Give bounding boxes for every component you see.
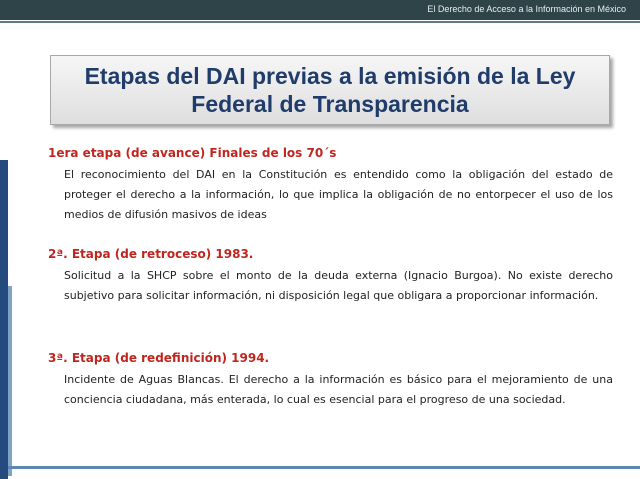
slide-title-box (50, 55, 610, 125)
stage-section-1 (48, 145, 613, 225)
stage-body-1: El reconocimiento del DAI en la Constitución es entendido como la obligación del estado de proteger el derecho a la información, lo que implica la obligación de no entorpecer el uso de los medios de difusión masivos de ideas (64, 168, 613, 221)
stage-heading-3: 3ª. Etapa (de redefinición) 1994. (48, 351, 270, 365)
stage-section-3 (48, 350, 613, 410)
header-bar (0, 0, 640, 20)
stage-heading-2: 2ª. Etapa (de retroceso) 1983. (48, 247, 254, 261)
left-decorative-bar (0, 160, 8, 479)
bottom-divider (8, 466, 640, 469)
slide-title: Etapas del DAI previas a la emisión de la Ley Federal de Transparencia (84, 63, 576, 117)
stage-body-3: Incidente de Aguas Blancas. El derecho a la información es básico para el mejoramiento de una conciencia ciudadana, más enterada, lo cual es esencial para el progreso de una sociedad. (64, 373, 613, 406)
header-divider (0, 21, 640, 23)
header-banner-text: El Derecho de Acceso a la Información en México (427, 4, 626, 14)
stage-heading-1: 1era etapa (de avance) Finales de los 70´s (48, 146, 337, 160)
stage-body-2: Solicitud a la SHCP sobre el monto de la deuda externa (Ignacio Burgoa). No existe derecho subjetivo para solicitar información, ni disposición legal que obligara a proporcionar información. (64, 269, 613, 302)
left-accent-bar (8, 286, 12, 476)
stage-section-2 (48, 246, 613, 306)
